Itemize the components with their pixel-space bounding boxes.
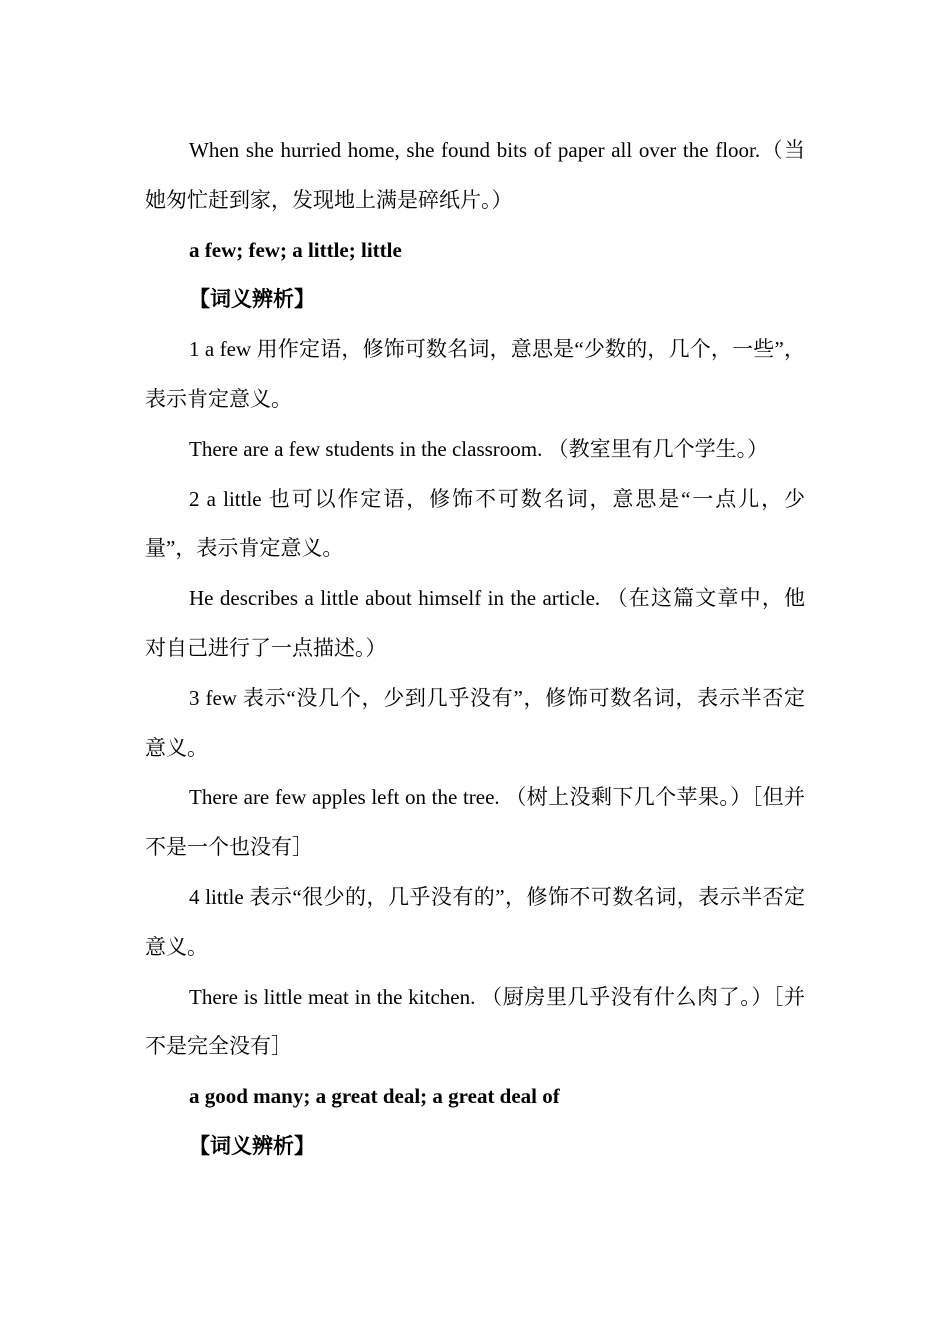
document-body (145, 126, 805, 1172)
explanation-a-little: 2 a little 也可以作定语，修饰不可数名词，意思是“一点儿，少量”，表示肯定意义。 (145, 486, 805, 561)
example-sentence: There are few apples left on the tree. （树上没剩下几个苹果。）［但并不是一个也没有］ (145, 785, 805, 860)
explanation-little: 4 little 表示“很少的，几乎没有的”，修饰不可数名词，表示半否定意义。 (145, 884, 805, 959)
subheading-word-analysis: 【词义辨析】 (189, 287, 315, 312)
explanation-few: 3 few 表示“没几个，少到几乎没有”，修饰可数名词，表示半否定意义。 (145, 685, 805, 760)
example-sentence: There is little meat in the kitchen. （厨房里几乎没有什么肉了。）［并不是完全没有］ (145, 984, 805, 1059)
section-heading: a good many; a great deal; a great deal of (189, 1084, 560, 1109)
example-sentence: He describes a little about himself in the article. （在这篇文章中，他对自己进行了一点描述。） (145, 586, 805, 660)
subheading-word-analysis: 【词义辨析】 (189, 1133, 315, 1158)
explanation-a-few: 1 a few 用作定语，修饰可数名词，意思是“少数的，几个，一些”，表示肯定意义。 (145, 337, 805, 411)
example-sentence: When she hurried home, she found bits of paper all over the floor.（当她匆忙赶到家，发现地上满是碎纸片。） (145, 138, 805, 212)
example-sentence: There are a few students in the classroom. （教室里有几个学生。） (189, 436, 769, 461)
section-heading: a few; few; a little; little (189, 237, 402, 262)
